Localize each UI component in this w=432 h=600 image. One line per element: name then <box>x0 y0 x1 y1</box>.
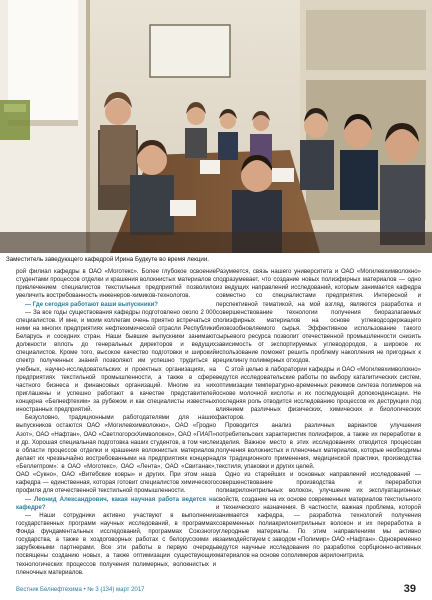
interview-question: — Где сегодня работают ваши выпускники? <box>25 301 158 308</box>
page-footer <box>16 585 416 596</box>
interview-question: — Леонид Александрович, какая научная работа ведется на кафедре? <box>16 496 216 511</box>
paragraph: Одно из старейших и основных направлений исследований — совершенствование производства и переработки полиакрилонитрильных волокон, улучшение их эксплуатационных свойств, создание на их основе современных материалов текстильного и технического назначения. В частности, важная проблема, которой занимается кафедра, — разработка технологий получения современных полиакрилонитрильных волокон и их переработка в углеродные материалы. По этим направлениям мы активно взаимодействуем с заводом «Полимир» ОАО «Нафтан». Одновременно ведутся научные исследования по разработке сорбционно-активных материалов на основе сополимеров акрилонитрила. <box>216 472 421 560</box>
paragraph: Проводится анализ различных вариантов улучшения потребительских характеристик полиэфиров, а также их переработки в изделия. Важное место в этих исследованиях отводится процессам получения волокнистых и пленочных материалов, которые необходимы для традиционного применения, медицинской практики, производства текстиля, упаковки и других целей. <box>216 423 421 470</box>
page-number: 39 <box>403 583 416 595</box>
paragraph: рой филиал кафедры в ОАО «Моготекс». Более глубокое освоение студентами процессов отделки и крашения волокнистых материалов с привлечением специалистов текстильных предприятий позволило увеличить востребованность инженеров-химиков-технологов. <box>16 269 216 300</box>
right-column <box>216 268 421 561</box>
paragraph: С этой целью в лаборатории кафедры и ОАО «Могилевхимволокно» ведутся исследовательские работы по выбору каталитических систем, оптимизации температурно-временных режимов синтеза полимеров на основе молочной кислоты и их последующей допоконденсации. Не последняя роль отводится исследованию процессов их деструкции под влиянием различных физических, химических и биологических факторов. <box>216 366 421 422</box>
lecture-photo-illustration <box>0 0 432 253</box>
paragraph: Разумеется, связь нашего университета и ОАО «Могилевхимволокно» подразумевает, что создание новых полиэфирных материалов — одно из ведущих направлений исследований, которым занимается кафедра совместно со специалистами предприятия. Интересной и перспективной тематикой, на мой взгляд, являются разработка и совершенствование технологии получения биоразлагаемых полиэфирных материалов на основе углеводсодержащего биовозобновляемого сырья. Эффективное использование такого сырьевого ресурса позволит отечественной промышленности снизить зависимость от экспортируемых углеводородов, а широкое их использование поможет решить проблему накопления не пригодных к рециклингу полимерных отходов. <box>216 269 421 365</box>
paragraph: — Наши сотрудники активно участвуют в выполнении государственных программ научных исследований, в программах Фонда фундаментальных исследований, программах Союзного государства, а также в хоздоговорных работах с белорусскими и зарубежными партнерами. Все эти работы в первую очередь посвящены созданию новых, а также оптимизации существующих технологических процессов получения полимерных, волокнистых и пленочных материалов. <box>16 512 216 576</box>
lecture-photo <box>0 0 432 253</box>
left-column <box>16 268 216 577</box>
paragraph: — За все годы существования кафедры подготовлено около 2 000 специалистов. И мне, и моим коллегам очень приятно встречаться с ними на многих предприятиях нефтехимической отрасли Республики Беларусь и соседних стран. Наши бывшие выпускники занимают должности вплоть до генеральных директоров и ведущих специалистов. Кроме того, высокое качество подготовки и широкий спектр полученных знаний позволяют им успешно трудиться в учебных, научно-исследовательских и проектных организациях, на предприятиях текстильной промышленности, а также в сфере частного бизнеса и финансовых организаций. Многие из них приглашены и успешно работают в качестве представителей концерна «Белнефтехим» за рубежом и как специалисты известных иностранных предприятий. <box>16 309 216 414</box>
photo-caption: Заместитель заведующего кафедрой Ирина Будкуте во время лекции. <box>6 256 209 263</box>
publication-info: Вестник Белнефтехима • № 3 (134) март 2017 <box>16 587 145 593</box>
paragraph: Безусловно, традиционными работодателями для наших выпускников остаются ОАО «Могилевхимволокно», ОАО «Гродно Азот», ОАО «Нафтан», ОАО «СветлогорскХимволокно», ОАО «ГИАП» и др. Хорошая специальная подготовка наших студентов, в том числе в области процессов отделки и крашения волокнистых материалов, делает их чрезвычайно востребованными на предприятиях концерна «Беллегпром»: в ОАО «Моготекс», ОАО «Лента», ОАО «Свитанак», ОАО «Сукно», ОАО «Витебские ковры» и других. При этом наша кафедра — единственная, которая готовит специалистов химического профиля для отечественной текстильной промышленности. <box>16 415 216 495</box>
